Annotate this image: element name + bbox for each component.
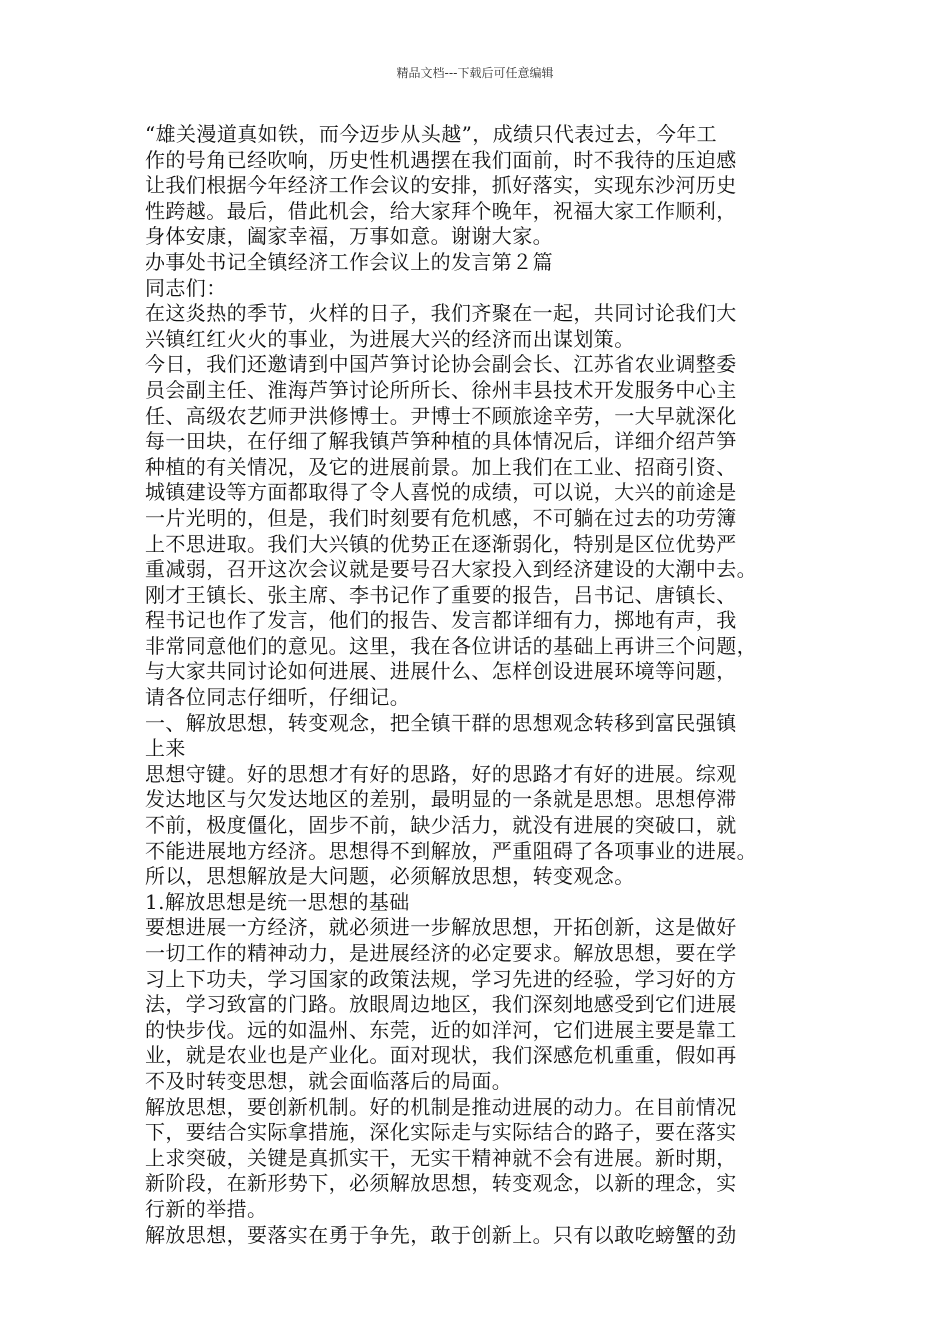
text-line: 解放思想，要创新机制。好的机制是推动进展的动力。在目前情况 <box>145 1094 737 1119</box>
text-line: 任、高级农艺师尹洪修博士。尹博士不顾旅途辛劳，一大早就深化 <box>145 403 737 428</box>
text-line: “雄关漫道真如铁，而今迈步从头越”，成绩只代表过去，今年工 <box>145 122 718 146</box>
text-line: 一切工作的精神动力，是进展经济的必定要求。解放思想，要在学 <box>145 941 737 965</box>
text-line: 让我们根据今年经济工作会议的安排，抓好落实，实现东沙河历史 <box>145 173 737 198</box>
text-line: 请各位同志仔细听，仔细记。 <box>145 685 411 710</box>
text-line: 不能进展地方经济。思想得不到解放，严重阻碍了各项事业的进展。 <box>145 838 757 863</box>
text-line: 上求突破，关键是真抓实干，无实干精神就不会有进展。新时期， <box>145 1145 737 1170</box>
text-line: 一片光明的，但是，我们时刻要有危机感，不可躺在过去的功劳簿 <box>145 505 737 530</box>
text-line: 一、解放思想，转变观念，把全镇干群的思想观念转移到富民强镇 <box>145 710 737 735</box>
text-line: 1.解放思想是统一思想的基础 <box>145 889 410 914</box>
text-line: 不前，极度僵化，固步不前，缺少活力，就没有进展的突破口，就 <box>145 813 737 838</box>
text-line: 与大家共同讨论如何进展、进展什么、怎样创设进展环境等问题， <box>145 659 737 684</box>
text-line: 同志们： <box>145 275 227 300</box>
text-line: 业，就是农业也是产业化。面对现状，我们深感危机重重，假如再 <box>145 1043 737 1068</box>
text-line: 行新的举措。 <box>145 1196 268 1221</box>
text-line: 习上下功夫，学习国家的政策法规，学习先进的经验，学习好的方 <box>145 966 737 991</box>
text-line: 重减弱，召开这次会议就是要号召大家投入到经济建设的大潮中去。 <box>145 557 757 582</box>
text-line: 要想进展一方经济，就必须进一步解放思想，开拓创新，这是做好 <box>145 915 737 940</box>
text-line: 法，学习致富的门路。放眼周边地区，我们深刻地感受到它们进展 <box>145 992 737 1017</box>
text-line: 新阶段，在新形势下，必须解放思想，转变观念，以新的理念，实 <box>145 1171 737 1196</box>
text-line: 所以，思想解放是大问题，必须解放思想，转变观念。 <box>145 864 635 889</box>
text-line: 办事处书记全镇经济工作会议上的发言第２篇 <box>145 249 553 274</box>
text-line: 程书记也作了发言，他们的报告、发言都详细有力，掷地有声，我 <box>145 608 737 633</box>
text-line: 思想守键。好的思想才有好的思路，好的思路才有好的进展。综观 <box>145 761 737 786</box>
text-line: 发达地区与欠发达地区的差别，最明显的一条就是思想。思想停滞 <box>145 787 737 812</box>
text-line: 上不思进取。我们大兴镇的优势正在逐渐弱化，特别是区位优势严 <box>145 531 737 556</box>
text-line: 上来 <box>145 736 186 761</box>
text-line: 每一田块，在仔细了解我镇芦笋种植的具体情况后，详细介绍芦笋 <box>145 429 737 454</box>
text-line: 作的号角已经吹响，历史性机遇摆在我们面前，时不我待的压迫感 <box>145 147 737 172</box>
text-line: 非常同意他们的意见。这里，我在各位讲话的基础上再讲三个问题， <box>145 633 757 658</box>
text-line: 员会副主任、淮海芦笋讨论所所长、徐州丰县技术开发服务中心主 <box>145 377 737 402</box>
text-line: 下，要结合实际拿措施，深化实际走与实际结合的路子，要在落实 <box>145 1120 737 1145</box>
text-line: 城镇建设等方面都取得了令人喜悦的成绩，可以说，大兴的前途是 <box>145 480 737 505</box>
text-line: 身体安康，阖家幸福，万事如意。谢谢大家。 <box>145 224 553 249</box>
text-line: 解放思想，要落实在勇于争先，敢于创新上。只有以敢吃螃蟹的劲 <box>145 1222 737 1247</box>
text-line: 今日，我们还邀请到中国芦笋讨论协会副会长、江苏省农业调整委 <box>145 352 737 377</box>
document-body <box>145 122 817 1248</box>
text-line: 刚才王镇长、张主席、李书记作了重要的报告，吕书记、唐镇长、 <box>145 582 737 607</box>
text-line: 在这炎热的季节，火样的日子，我们齐聚在一起，共同讨论我们大 <box>145 301 737 326</box>
page-header: 精品文档---下载后可任意编辑 <box>396 66 554 80</box>
text-line: 兴镇红红火火的事业，为进展大兴的经济而出谋划策。 <box>145 326 635 351</box>
text-line: 种植的有关情况，及它的进展前景。加上我们在工业、招商引资、 <box>145 454 737 479</box>
text-line: 的快步伐。远的如温州、东莞，近的如洋河，它们进展主要是靠工 <box>145 1017 737 1042</box>
text-line: 性跨越。最后，借此机会，给大家拜个晚年，祝福大家工作顺利， <box>145 198 737 223</box>
text-line: 不及时转变思想，就会面临落后的局面。 <box>145 1068 513 1093</box>
